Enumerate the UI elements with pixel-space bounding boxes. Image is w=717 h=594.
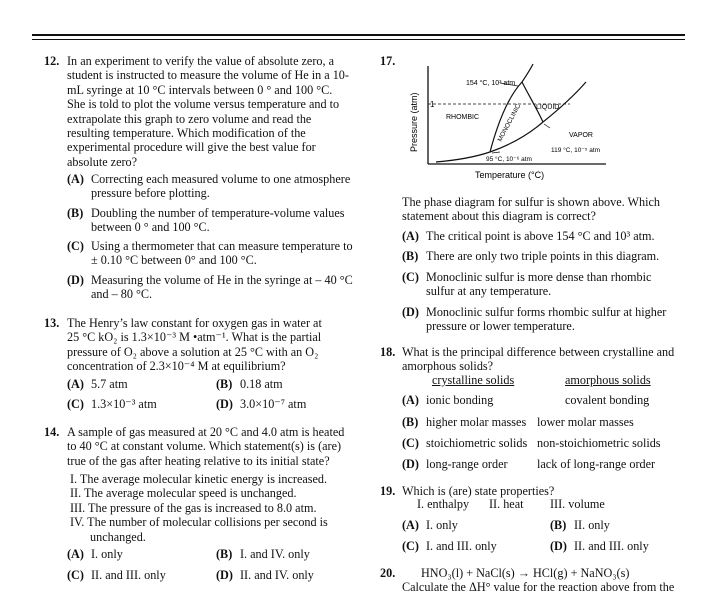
q14-option-b[interactable]: (B) I. and IV. only (216, 547, 310, 561)
q18-option-b[interactable]: (B) higher molar masses (402, 415, 527, 429)
q19-item-2: II. heat (489, 497, 524, 511)
q13-option-a[interactable]: (A) 5.7 atm (67, 377, 128, 391)
question-20-number: 20. (380, 566, 396, 580)
question-13-stem: The Henry’s law constant for oxygen gas in water at 25 °C kO₂ is 1.3×10⁻³ M •atm⁻¹. What is the partial pressure of O₂ above a solution at 25 °C with an O₂ concentration of 2.3×10⁻⁴ M at equilibrium? (67, 316, 322, 374)
question-14-number: 14. (44, 425, 60, 439)
question-18-stem: What is the principal difference between crystalline and amorphous solids? (402, 345, 675, 374)
question-17-number: 17. (380, 54, 396, 68)
q13-option-d[interactable]: (D) 3.0×10⁻⁷ atm (216, 397, 307, 411)
top-rule-thin (32, 39, 685, 40)
q13-option-c[interactable]: (C) 1.3×10⁻³ atm (67, 397, 157, 411)
q18-option-b-right: lower molar masses (537, 415, 634, 429)
label-vapor: VAPOR (569, 132, 593, 139)
q17-option-a[interactable]: (A) The critical point is above 154 °C and 10³ atm. (402, 229, 655, 243)
q19-option-a[interactable]: (A) I. only (402, 518, 458, 532)
question-18-number: 18. (380, 345, 396, 359)
question-20-stem: Calculate the ΔH° value for the reaction above from the (402, 580, 675, 594)
q19-option-d[interactable]: (D) II. and III. only (550, 539, 649, 553)
x-axis-label: Temperature (°C) (475, 170, 545, 180)
q18-option-d[interactable]: (D) long-range order (402, 457, 508, 471)
q17-option-b[interactable]: (B) There are only two triple points in this diagram. (402, 249, 660, 263)
q12-option-c[interactable]: (C) Using a thermometer that can measure temperature to ± 0.10 °C between 0° and 100 °C. (67, 239, 353, 268)
q13-option-b[interactable]: (B) 0.18 atm (216, 377, 283, 391)
q19-item-3: III. volume (550, 497, 605, 511)
label-liquid: LIQUID (536, 104, 560, 111)
q12-option-b[interactable]: (B) Doubling the number of temperature-volume values between 0 ° and 100 °C. (67, 206, 345, 235)
sulfur-phase-diagram (400, 62, 615, 184)
label-monoclinic: MONOCLINIC (496, 102, 523, 143)
label-top-point: 154 °C, 10³ atm (466, 80, 516, 87)
question-20-equation: HNO₃(l) + NaCl(s) → HCl(g) + NaNO₃(s) (421, 566, 630, 580)
q14-option-c[interactable]: (C) II. and III. only (67, 568, 166, 582)
label-rhombic: RHOMBIC (446, 114, 480, 121)
question-17-stem: The phase diagram for sulfur is shown above. Which statement about this diagram is correct? (402, 195, 661, 224)
question-14-statements: I. The average molecular kinetic energy is increased. II. The average molecular speed is unchanged. III. The pressure of the gas is increased to 8.0 atm. IV. The number of molecular collisions per second is unchanged. (70, 472, 328, 544)
q18-option-c-right: non-stoichiometric solids (537, 436, 661, 450)
q17-option-c[interactable]: (C) Monoclinic sulfur is more dense than rhombic sulfur at any temperature. (402, 270, 652, 299)
question-19-stem: Which is (are) state properties? (402, 484, 555, 498)
question-14-stem: A sample of gas measured at 20 °C and 4.0 atm is heated to 40 °C at constant volume. Which statement(s) is (are) true of the gas after heating relative to its initial state? (67, 425, 345, 468)
q17-option-d[interactable]: (D) Monoclinic sulfur forms rhombic sulfur at higher pressure or lower temperature. (402, 305, 667, 334)
q18-header-crystalline: crystalline solids (432, 373, 515, 387)
q18-option-d-right: lack of long-range order (537, 457, 656, 471)
q18-option-a-right: covalent bonding (565, 393, 650, 407)
q18-option-c[interactable]: (C) stoichiometric solids (402, 436, 528, 450)
question-13-number: 13. (44, 316, 60, 330)
label-95: 95 °C, 10⁻⁶ atm (486, 156, 532, 163)
q14-option-a[interactable]: (A) I. only (67, 547, 123, 561)
label-one-atm: 1 (430, 100, 435, 109)
q19-item-1: I. enthalpy (417, 497, 470, 511)
top-rule-thick (32, 34, 685, 36)
q18-header-amorphous: amorphous solids (565, 373, 651, 387)
q19-option-c[interactable]: (C) I. and III. only (402, 539, 497, 553)
y-axis-label: Pressure (atm) (409, 92, 419, 152)
q12-option-a[interactable]: (A) Correcting each measured volume to one atmosphere pressure before plotting. (67, 172, 351, 201)
q19-option-b[interactable]: (B) II. only (550, 518, 610, 532)
q14-option-d[interactable]: (D) II. and IV. only (216, 568, 314, 582)
q18-option-a[interactable]: (A) ionic bonding (402, 393, 494, 407)
label-119: 119 °C, 10⁻⁵ atm (551, 147, 601, 154)
question-19-number: 19. (380, 484, 396, 498)
q12-option-d[interactable]: (D) Measuring the volume of He in the syringe at – 40 °C and – 80 °C. (67, 273, 353, 302)
question-12-number: 12. (44, 54, 60, 68)
question-12-stem: In an experiment to verify the value of absolute zero, a student is instructed to measure the volume of He in a 10- mL syringe at 10 °C intervals between 0 ° and 100 °C. She is told to plot the volume versus temperature and to extrapolate this graph to zero volume and read the resulting temperature. Which modification of the experimental procedure will give the best value for absolute zero? (67, 54, 349, 169)
